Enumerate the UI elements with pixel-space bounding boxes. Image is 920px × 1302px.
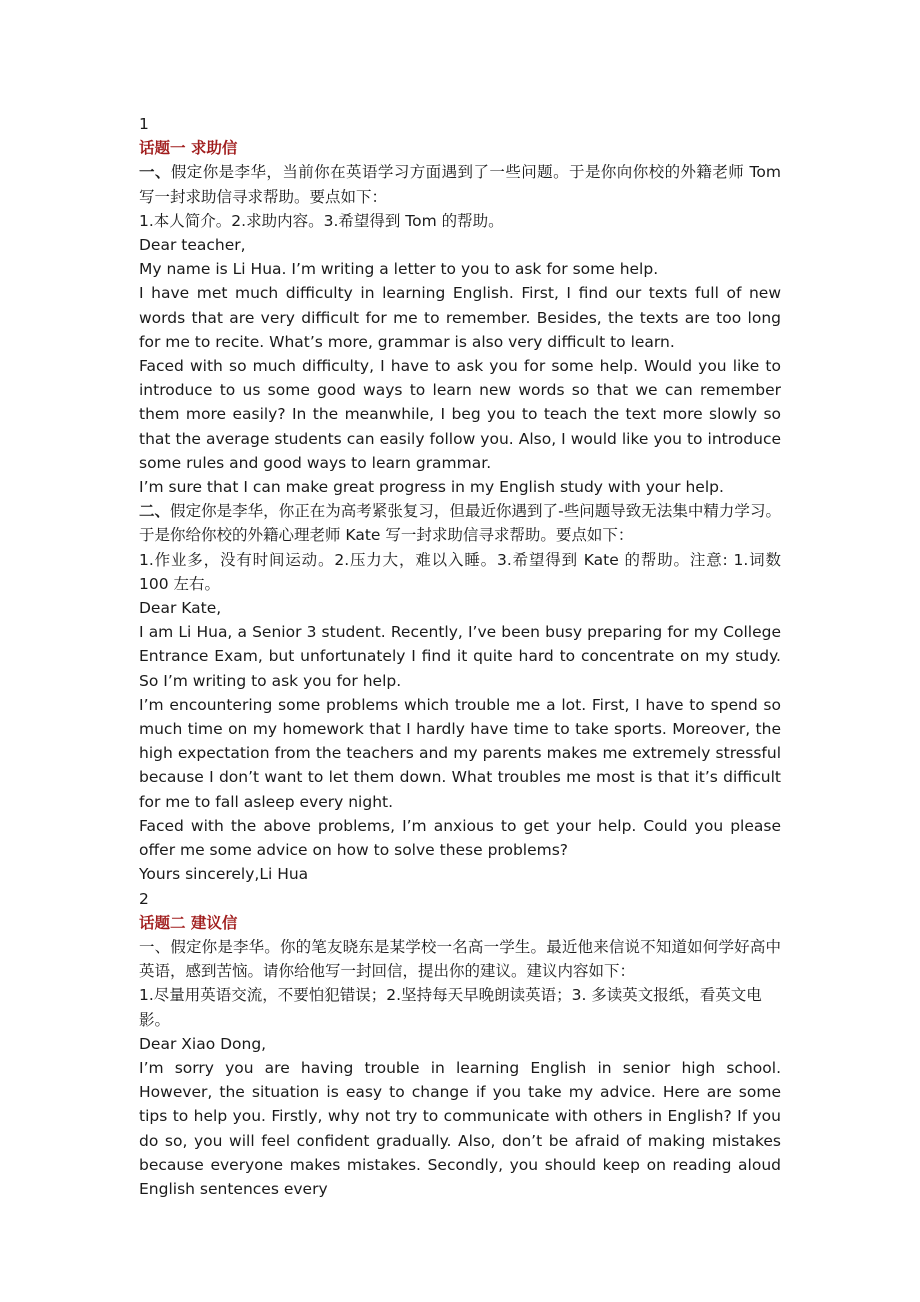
task-prompt-text: 假定你是李华，当前你在英语学习方面遇到了一些问题。于是你向你校的外籍老师 Tom 写一封求助信寻求帮助。要点如下： (139, 163, 781, 206)
letter-greeting: Dear teacher, (139, 236, 246, 255)
task-label: 一、 (139, 163, 171, 182)
task-points: 1.本人简介。2.求助内容。3.希望得到 Tom 的帮助。 (139, 211, 504, 230)
document-page (139, 112, 781, 1201)
task-prompt (139, 935, 781, 983)
task-prompt-text: 假定你是李华。你的笔友晓东是某学校一名高一学生。最近他来信说不知道如何学好高中英语，感到苦恼。请你给他写一封回信，提出你的建议。建议内容如下： (139, 937, 781, 981)
task-label: 一、 (139, 937, 171, 956)
letter-paragraph: I have met much difficulty in learning English. First, I find our texts full of new words that are very difficult for me to remember. Besides, the texts are too long for me to recite. What’s more, grammar is also very difficult to learn. (139, 284, 781, 351)
task-prompt (139, 160, 781, 208)
letter-paragraph: I am Li Hua, a Senior 3 student. Recently, I’ve been busy preparing for my College Entrance Exam, but unfortunately I find it quite hard to concentrate on my study. So I’m writing to ask you for help. (139, 623, 781, 690)
task-points: 1.作业多，没有时间运动。2.压力大，难以入睡。3.希望得到 Kate 的帮助。注意: 1.词数 100 左右。 (139, 550, 781, 593)
task-prompt (139, 499, 781, 547)
section-title: 话题一 求助信 (139, 139, 238, 158)
letter-greeting: Dear Xiao Dong, (139, 1034, 267, 1053)
letter-paragraph: I’m sure that I can make great progress in my English study with your help. (139, 478, 724, 497)
letter-paragraph: Faced with so much difficulty, I have to ask you for some help. Would you like to introduce to us some good ways to learn new words so that we can remember them more easily? In the meanwhile, I beg you to teach the text more slowly so that the average students can easily follow you. Also, I would like you to introduce some rules and good ways to learn grammar. (139, 357, 781, 472)
letter-paragraph: Faced with the above problems, I’m anxious to get your help. Could you please offer me some advice on how to solve these problems? (139, 816, 781, 860)
section-number: 2 (139, 889, 149, 908)
letter-signoff: Yours sincerely,Li Hua (139, 865, 309, 884)
letter-paragraph: I’m encountering some problems which trouble me a lot. First, I have to spend so much time on my homework that I hardly have time to take sports. Moreover, the high expectation from the teachers and my parents makes me extremely stressful because I don’t want to let them down. What troubles me most is that it’s difficult for me to fall asleep every night. (139, 695, 781, 811)
letter-greeting: Dear Kate, (139, 599, 222, 618)
section-number: 1 (139, 115, 149, 133)
letter-paragraph: My name is Li Hua. I’m writing a letter to you to ask for some help. (139, 260, 659, 279)
section-title: 话题二 建议信 (139, 913, 238, 932)
task-points: 1.尽量用英语交流，不要怕犯错误；2.坚持每天早晚朗读英语；3. 多读英文报纸，看英文电影。 (139, 986, 762, 1029)
task-label: 二、 (139, 502, 171, 521)
task-prompt-text: 假定你是李华，你正在为高考紧张复习，但最近你遇到了-些问题导致无法集中精力学习。于是你给你校的外籍心理老师 Kate 写一封求助信寻求帮助。要点如下： (139, 502, 781, 545)
letter-paragraph: I’m sorry you are having trouble in learning English in senior high school. However, the situation is easy to change if you take my advice. Here are some tips to help you. Firstly, why not try to communicate with others in English? If you do so, you will feel confident gradually. Also, don’t be afraid of making mistakes because everyone makes mistakes. Secondly, you should keep on reading aloud English sentences every (139, 1058, 781, 1198)
